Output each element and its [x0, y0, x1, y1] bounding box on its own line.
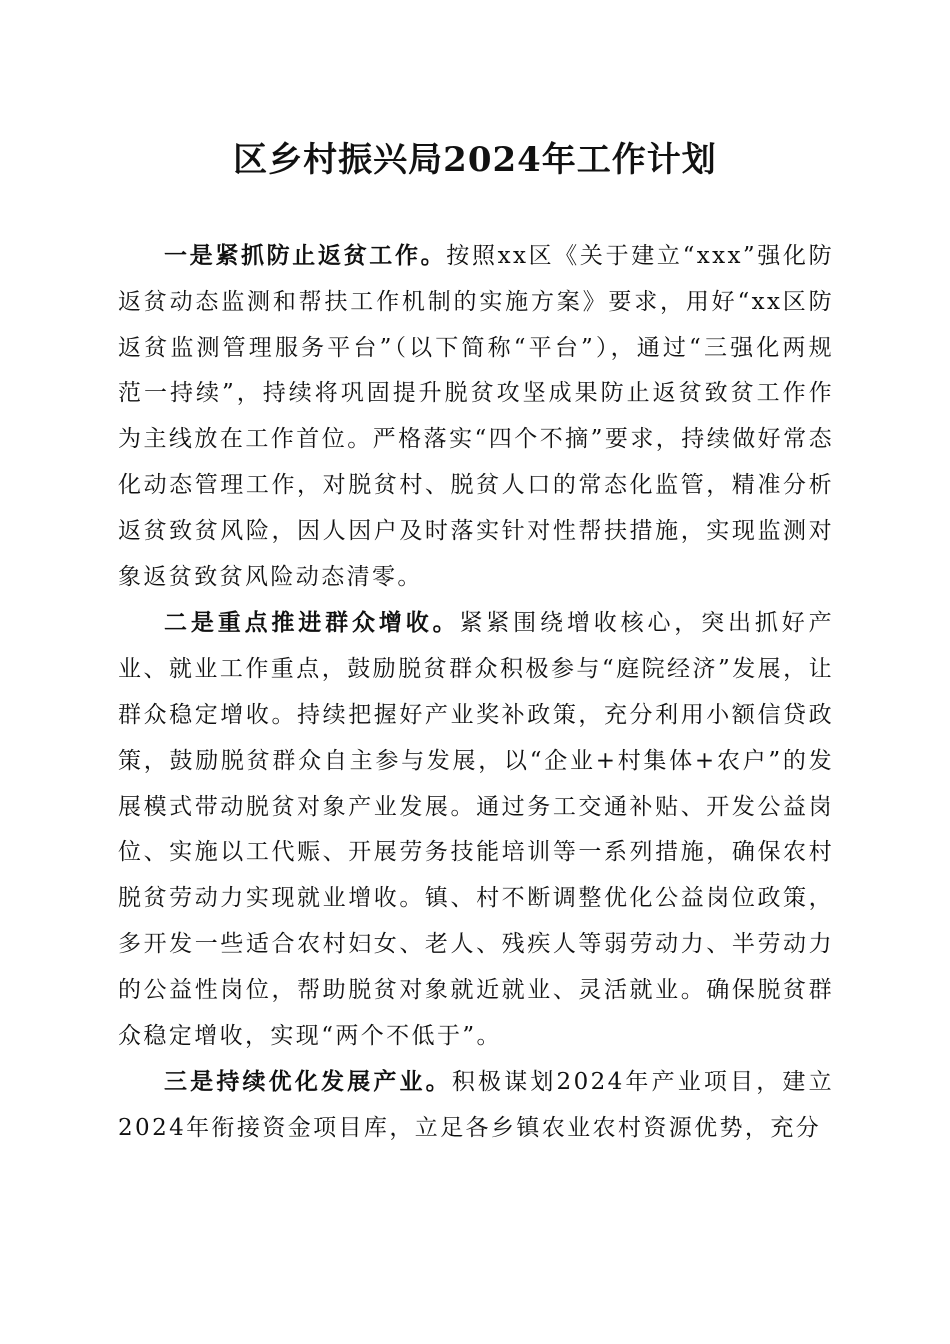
document-body: [118, 233, 834, 1152]
paragraph-3-lead: 三是持续优化发展产业。: [164, 1068, 452, 1096]
document-title: 区乡村振兴局2024年工作计划: [233, 140, 717, 180]
paragraph-2-lead: 二是重点推进群众增收。: [164, 609, 460, 637]
paragraph-2-text: 紧紧围绕增收核心，突出抓好产业、就业工作重点，鼓励脱贫群众积极参与“庭院经济”发展，让群众稳定增收。持续把握好产业奖补政策，充分利用小额信贷政策，鼓励脱贫群众自主参与发展，以“企业+村集体+农户”的发展模式带动脱贫对象产业发展。通过务工交通补贴、开发公益岗位、实施以工代赈、开展劳务技能培训等一系列措施，确保农村脱贫劳动力实现就业增收。镇、村不断调整优化公益岗位政策，多开发一些适合农村妇女、老人、残疾人等弱劳动力、半劳动力的公益性岗位，帮助脱贫对象就近就业、灵活就业。确保脱贫群众稳定增收，实现“两个不低于”。: [118, 610, 834, 1049]
paragraph-1-text: 按照xx区《关于建立“xxx”强化防返贫动态监测和帮扶工作机制的实施方案》要求，用好“xx区防返贫监测管理服务平台”（以下简称“平台”），通过“三强化两规范一持续”，持续将巩固提升脱贫攻坚成果防止返贫致贫工作作为主线放在工作首位。严格落实“四个不摘”要求，持续做好常态化动态管理工作，对脱贫村、脱贫人口的常态化监管，精准分析返贫致贫风险，因人因户及时落实针对性帮扶措施，实现监测对象返贫致贫风险动态清零。: [118, 243, 834, 590]
paragraph-2: [118, 600, 834, 1059]
paragraph-3-text: 积极谋划2024年产业项目，建立2024年衔接资金项目库，立足各乡镇农业农村资源优势，充分: [118, 1069, 835, 1142]
paragraph-3: [118, 1059, 834, 1152]
paragraph-1: [118, 233, 834, 600]
paragraph-1-lead: 一是紧抓防止返贫工作。: [164, 242, 447, 269]
